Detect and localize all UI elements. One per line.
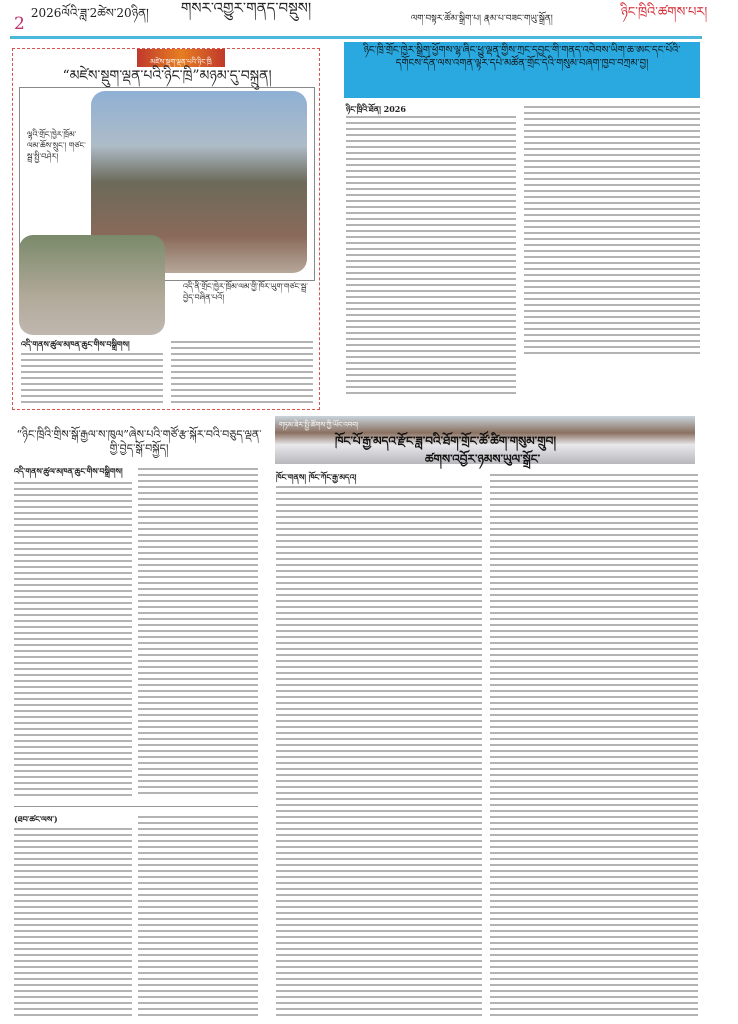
story5-body-col1 xyxy=(14,826,132,1016)
story2-lead: ཉིང་ཁྲིའི་ཐོན། 2026 xyxy=(346,104,406,114)
story4-banner-small: གཏམ་ཟེར་སྤྱི་ཚོགས་ཀྱི་ཡོང་འབབ། xyxy=(279,421,359,429)
story4-body-col2 xyxy=(490,472,698,1016)
section-title: གསར་འགྱུར་གནད་བསྡུས། xyxy=(180,0,312,17)
story3-body-col1 xyxy=(14,480,132,798)
issue-date: 2026ལོའི་ཟླ་2ཚེས་20ཉིན། xyxy=(30,6,149,20)
story2-body-col2 xyxy=(524,104,700,354)
story5-lead: (ཐབ་ཚང་ལས་) xyxy=(14,814,58,824)
story-environment-box xyxy=(12,48,320,410)
campaign-logo xyxy=(137,49,225,67)
story4-headline: ཁོང་པོ་རྒྱ་མདའ་རྫོང་ཟླ་བའི་ཐོག་གྲོང་ཚོ་ཚིག་གསུམ་གྲུབ། xyxy=(335,434,557,448)
story3-headline: “ཉིང་ཁྲིའི་གྲིས་སྒོ་རྒྱལ་ས་ཁུལ”ཞེས་པའི་གཙོ་རྩ་སྐོར་བའི་བཅུད་ལྡན་གྱི་བྱེད་སྒོ་བསྐྱོད། xyxy=(16,428,262,456)
header-rule xyxy=(10,36,702,39)
campaign-logo-text: མཛེས་སྡུག་ལྡན་པའི་ཉིང་ཁྲི xyxy=(150,58,212,66)
column-divider xyxy=(14,806,258,807)
story1-body-col2 xyxy=(171,339,313,405)
story1-body-col1 xyxy=(21,351,163,405)
story4-body-col1 xyxy=(276,484,482,1016)
story4-lead: ཁོང་གནས། ཁོང་ཀོང་རྒྱ་མདའ། xyxy=(276,472,357,482)
page-number: 2 xyxy=(14,14,25,34)
masthead xyxy=(14,0,724,34)
photo-caption-2: འདི་ནི་གྲོང་ཁྱེར་ཁྲོམ་ལམ་གྱི་ཁོར་ཡུག་གཙང་སྦྲ་བྱེད་བཞིན་པའོ། xyxy=(183,282,308,303)
editor-credits: ལག་བསྟར་ཚོམ་སྒྲིག་པ། རྣམ་པ་བཟང་གཡུ་སྒྲོན། xyxy=(410,14,553,24)
story3-lead: འདི་གནས་ཚུལ་མཁན་ཆུང་གིས་བསྒྲིགས། xyxy=(14,466,123,476)
story4-headline-2: ཚགས་འབྱོར་ཉམས་ཡུལ་སྒྲོང་ xyxy=(425,452,541,466)
cleanup-photo-2 xyxy=(19,235,165,335)
story2-body-col1 xyxy=(346,114,516,394)
paper-name: ཉིང་ཁྲིའི་ཚགས་པར། xyxy=(620,5,708,20)
story2-banner xyxy=(344,42,700,98)
story2-headline: ཉིང་ཁྲི་གྲོང་ཁྱེར་སྒྲིག་ཕྱོགས་ལྷ་ཞིང་ཕྱུ་ལྡན་གྱིས་ཀྲང་དབྱང་གི་གནད་འབེབས་ཡིག་ཆ་ཨང་དང་པོའི་དགོངས་དོན་ལས་འགན་ལྟར་དཔེ་མཚོན་གྲོང་དེའི་གསུམ་བཞག་ཁྱབ་བཀྲམ་བྱ། xyxy=(363,45,681,69)
story1-headline: “མཛེས་སྡུག་ལྡན་པའི་ཉིང་ཁྲི”མཉམ་དུ་བསྐྲུན། xyxy=(62,68,272,84)
story1-byline: འདི་གནས་ཚུལ་མཁན་ཆུང་གིས་བསྒྲིགས། xyxy=(21,339,130,349)
story3-body-col2 xyxy=(138,466,258,798)
story4-photo-banner xyxy=(275,416,695,464)
story5-body-col2 xyxy=(138,814,258,1016)
photo-caption-1: ལྷའི་གྲོང་ཁྱེར་ཁྲོམ་ལམ་ཆོས་སྲུང་། གཙང་སྦྲ་སྤྱི་བཤེར། xyxy=(27,130,86,162)
